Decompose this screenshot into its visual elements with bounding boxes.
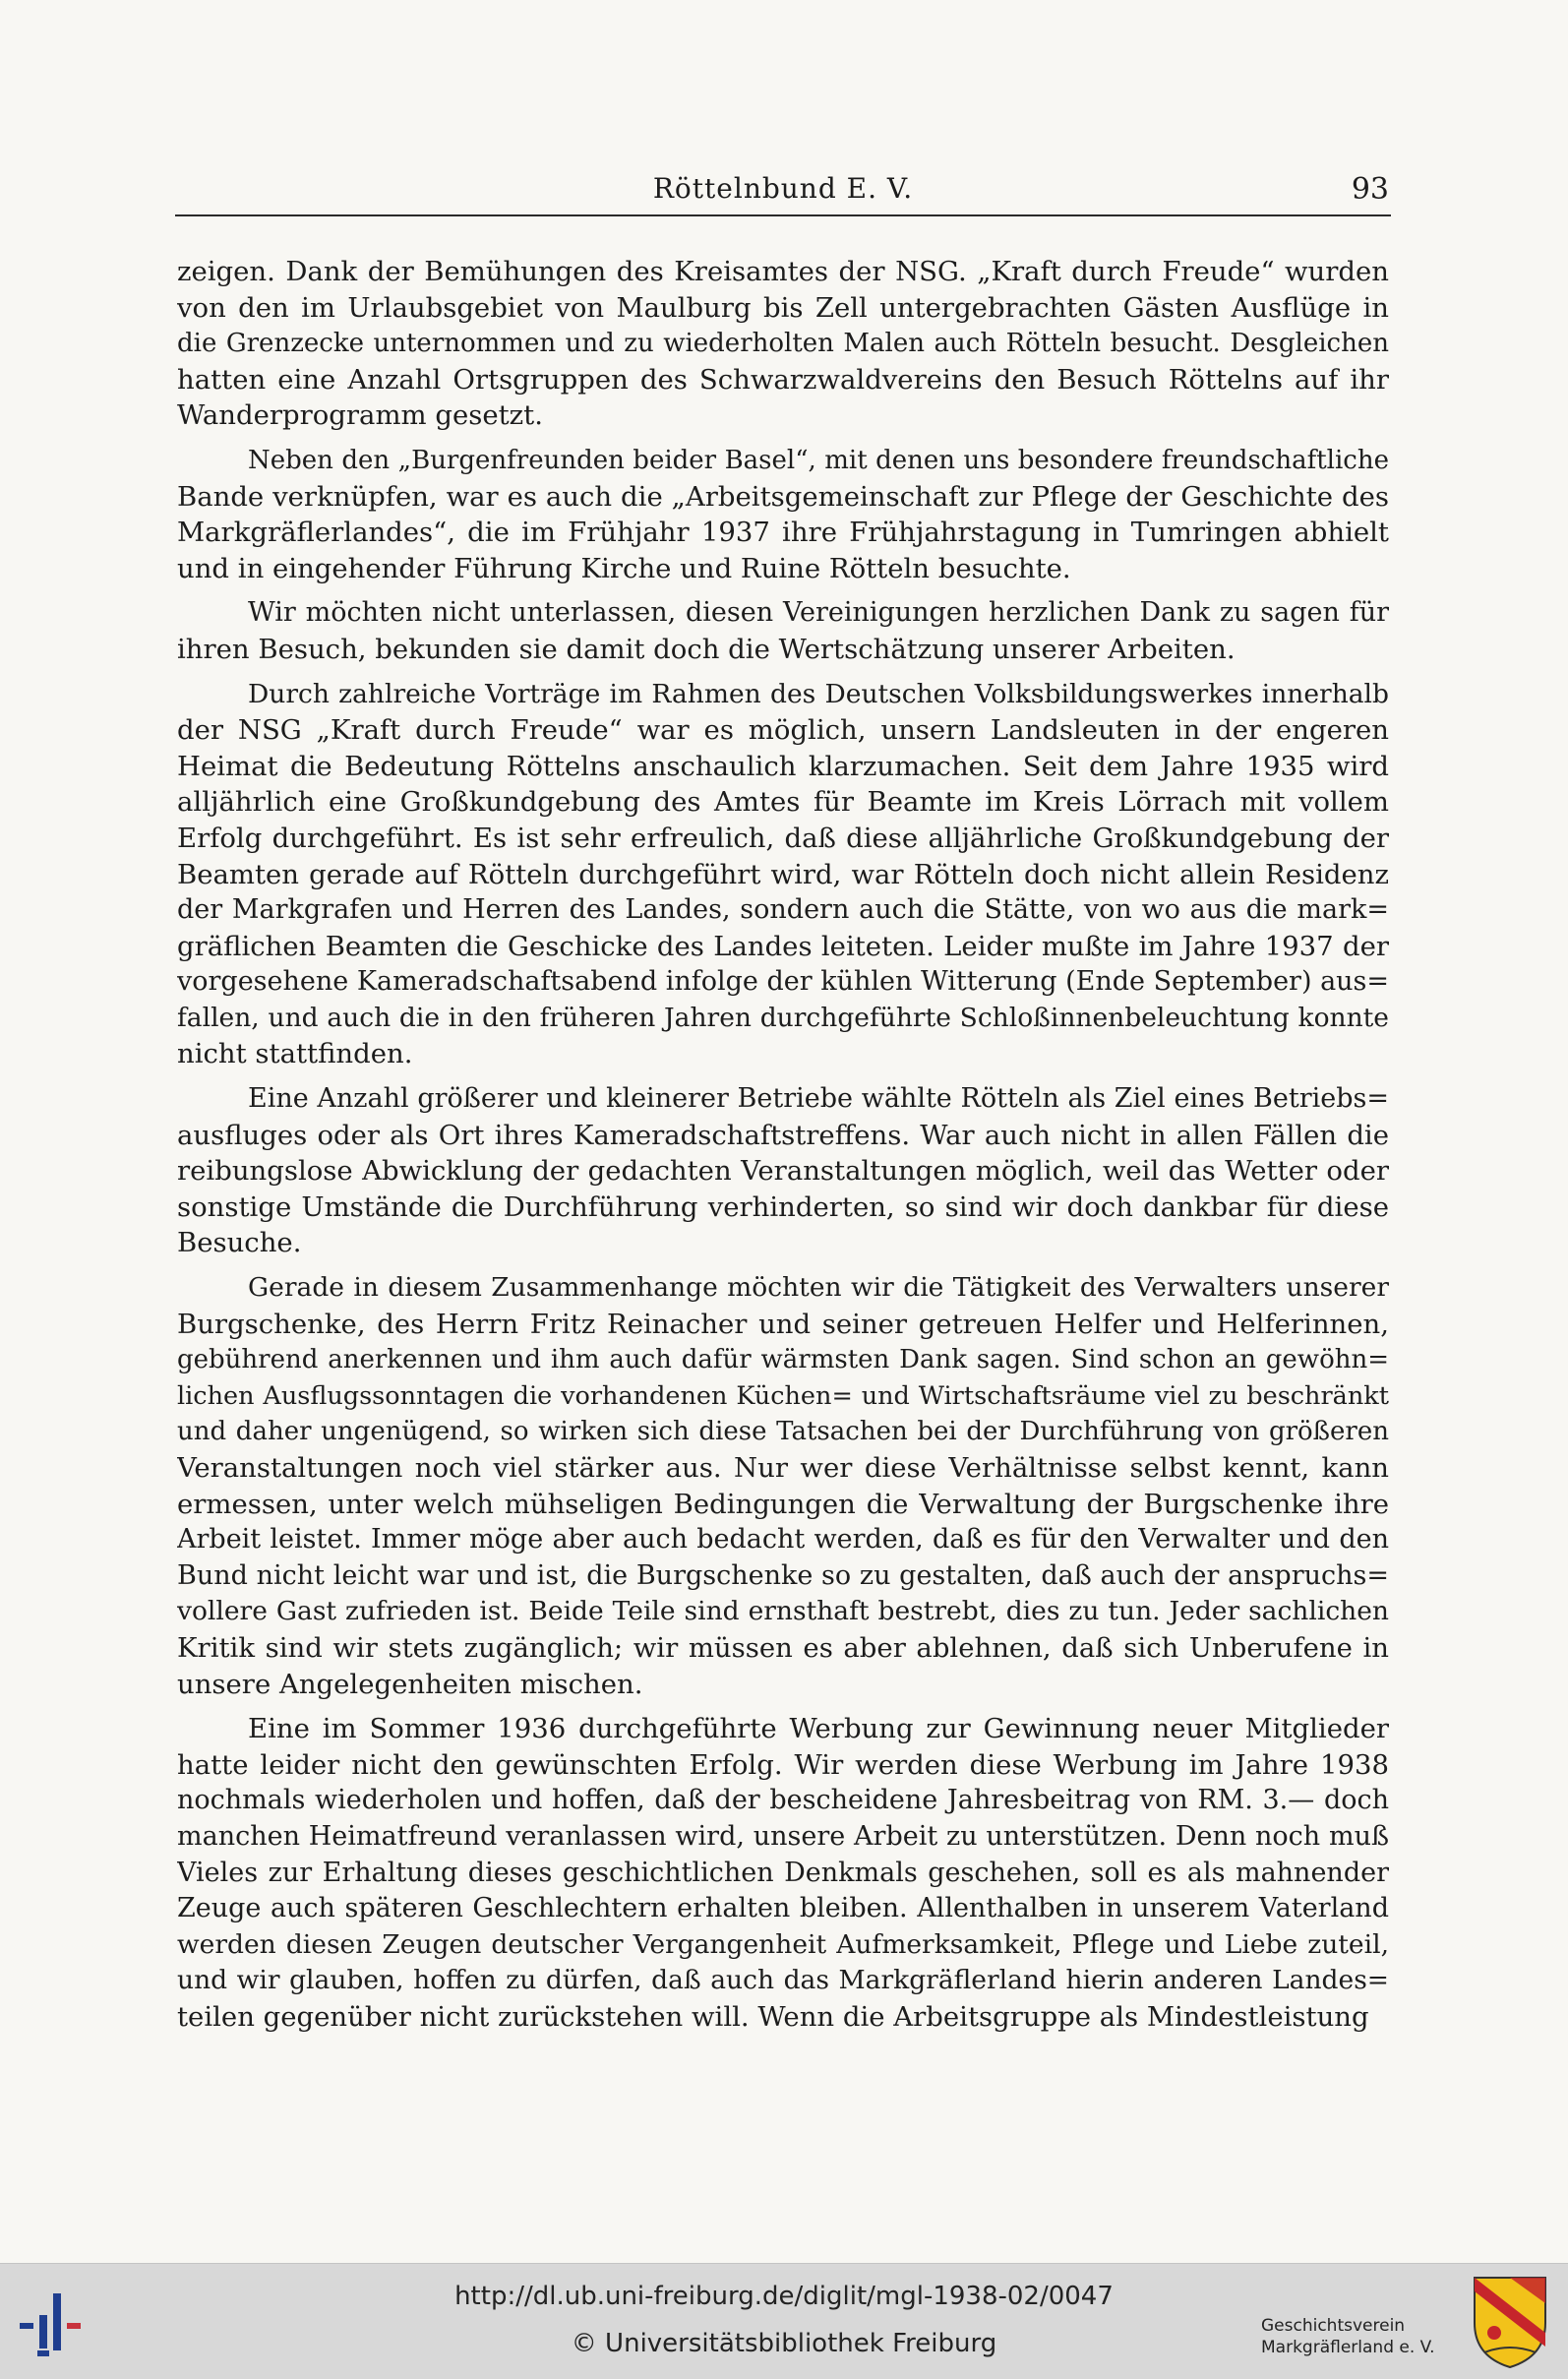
text-line: von den im Urlaubsgebiet von Maulburg bis Zell untergebrachten Gästen Ausflüge in (177, 291, 1389, 324)
text-line: Gerade in diesem Zusammenhange möchten wir die Tätigkeit des Verwalters unserer (248, 1272, 1389, 1304)
text-line: Wir möchten nicht unterlassen, diesen Vereinigungen herzlichen Dank zu sagen für (248, 597, 1389, 629)
paragraph (177, 254, 1389, 434)
text-line: Bande verknüpfen, war es auch die „Arbeitsgemeinschaft zur Pflege der Geschichte des (177, 480, 1389, 513)
text-line: und wir glauben, hoffen zu dürfen, daß auch das Markgräflerland hierin anderen Landes= (177, 1965, 1389, 1996)
text-line: alljährlich eine Großkundgebung des Amtes für Beamte im Kreis Lörrach mit vollem (177, 786, 1389, 819)
text-line: der NSG „Kraft durch Freude“ war es möglich, unsern Landsleuten in der engeren (177, 714, 1389, 747)
text-line: teilen gegenüber nicht zurückstehen will. Wenn die Arbeitsgruppe als Mindestleistung (177, 2000, 1369, 2033)
running-title: Röttelnbund E. V. (652, 172, 914, 205)
text-line: Eine Anzahl größerer und kleinerer Betriebe wählte Rötteln als Ziel eines Betriebs= (248, 1083, 1389, 1115)
text-line: gräflichen Beamten die Geschicke des Landes leiteten. Leider mußte im Jahre 1937 der (177, 930, 1389, 962)
text-line: Eine im Sommer 1936 durchgeführte Werbung zur Gewinnung neuer Mitglieder (248, 1713, 1389, 1745)
paragraph (177, 1270, 1389, 1702)
header-rule (175, 214, 1391, 216)
paragraph (177, 677, 1389, 1073)
text-line: nochmals wiederholen und hoffen, daß der bescheidene Jahresbeitrag von RM. 3.— doch (177, 1785, 1389, 1816)
text-line: hatte leider nicht den gewünschten Erfolg. Wir werden diese Werbung im Jahre 1938 (177, 1748, 1389, 1781)
text-line: Vieles zur Erhaltung dieses geschichtlichen Denkmals geschehen, soll es als mahnender (177, 1857, 1389, 1888)
society-name-line2: Markgräflerland e. V. (1261, 2338, 1435, 2357)
text-line: ihren Besuch, bekunden sie damit doch die Wertschätzung unserer Arbeiten. (177, 633, 1236, 665)
text-line: die Grenzecke unternommen und zu wiederholten Malen auch Rötteln besucht. Desgleichen (177, 329, 1389, 359)
text-line: Markgräflerlandes“, die im Frühjahr 1937 ihre Frühjahrstagung in Tumringen abhielt (177, 517, 1389, 549)
paragraph (177, 1711, 1389, 2035)
text-line: lichen Ausflugssonntagen die vorhandenen Küchen= und Wirtschaftsräume viel zu beschränkt (177, 1380, 1389, 1411)
text-line: unsere Angelegenheiten mischen. (177, 1668, 643, 1700)
text-line: Neben den „Burgenfreunden beider Basel“, mit denen uns besondere freundschaftliche (248, 445, 1389, 475)
text-line: der Markgrafen und Herren des Landes, sondern auch die Stätte, von wo aus die mark= (177, 894, 1389, 926)
text-line: Zeuge auch späteren Geschlechtern erhalten bleiben. Allenthalben in unserem Vaterland (177, 1893, 1389, 1924)
body-text (177, 254, 1389, 2044)
text-line: und daher ungenügend, so wirken sich diese Tatsachen bei der Durchführung von größeren (177, 1417, 1389, 1447)
text-line: gebührend anerkennen und ihm auch dafür wärmsten Dank sagen. Sind schon an gewöhn= (177, 1345, 1389, 1375)
text-line: werden diesen Zeugen deutscher Vergangenheit Aufmerksamkeit, Pflege und Liebe zuteil, (177, 1928, 1389, 1960)
text-line: Wanderprogramm gesetzt. (177, 399, 543, 432)
text-line: Heimat die Bedeutung Röttelns anschaulich klarzumachen. Seit dem Jahre 1935 wird (177, 750, 1389, 782)
text-line: manchen Heimatfreund veranlassen wird, unsere Arbeit zu unterstützen. Denn noch muß (177, 1820, 1389, 1852)
text-line: Beamten gerade auf Rötteln durchgeführt wird, war Rötteln doch nicht allein Residenz (177, 858, 1389, 890)
viewer-footer (0, 2263, 1568, 2379)
text-line: vollere Gast zufrieden ist. Beide Teile sind ernsthaft bestrebt, dies zu tun. Jeder sachlichen (177, 1596, 1389, 1627)
page-number: 93 (1351, 172, 1389, 207)
copyright-notice: © Universitätsbibliothek Freiburg (571, 2329, 997, 2358)
coat-of-arms-icon[interactable] (1471, 2274, 1549, 2370)
text-line: und in eingehender Führung Kirche und Ruine Rötteln besuchte. (177, 552, 1071, 584)
society-name-line1: Geschichtsverein (1261, 2316, 1406, 2336)
text-line: Durch zahlreiche Vorträge im Rahmen des Deutschen Volksbildungswerkes innerhalb (248, 678, 1389, 709)
text-line: zeigen. Dank der Bemühungen des Kreisamtes der NSG. „Kraft durch Freude“ wurden (177, 256, 1389, 287)
text-line: reibungslose Abwicklung der gedachten Veranstaltungen möglich, weil das Wetter oder (177, 1155, 1389, 1188)
text-line: Veranstaltungen noch viel stärker aus. Nur wer diese Verhältnisse selbst kennt, kann (177, 1452, 1389, 1484)
text-line: hatten eine Anzahl Ortsgruppen des Schwarzwaldvereins den Besuch Röttelns auf ihr (177, 363, 1389, 396)
text-line: vorgesehene Kameradschaftsabend infolge der kühlen Witterung (Ende September) aus= (177, 966, 1389, 998)
society-name (1261, 2315, 1458, 2358)
text-line: sonstige Umstände die Durchführung verhinderten, so sind wir doch dankbar für diese (177, 1190, 1389, 1223)
text-line: Arbeit leistet. Immer möge aber auch bedacht werden, daß es für den Verwalter und den (177, 1524, 1389, 1556)
text-line: Besuche. (177, 1227, 302, 1259)
paragraph (177, 443, 1389, 586)
paragraph (177, 595, 1389, 667)
text-line: ermessen, unter welch mühseligen Bedingungen die Verwaltung der Burgschenke ihre (177, 1488, 1389, 1520)
running-head (177, 172, 1389, 212)
permalink-url[interactable]: http://dl.ub.uni-freiburg.de/diglit/mgl-1938-02/0047 (454, 2282, 1114, 2311)
text-line: Bund nicht leicht war und ist, die Burgschenke so zu gestalten, daß auch der anspruchs= (177, 1559, 1389, 1591)
text-line: Erfolg durchgeführt. Es ist sehr erfreulich, daß diese alljährliche Großkundgebung der (177, 822, 1389, 854)
text-line: nicht stattfinden. (177, 1038, 413, 1070)
text-line: fallen, und auch die in den früheren Jahren durchgeführte Schloßinnenbeleuchtung konnte (177, 1002, 1389, 1033)
paragraph (177, 1081, 1389, 1261)
text-line: Burgschenke, des Herrn Fritz Reinacher und seiner getreuen Helfer und Helferinnen, (177, 1308, 1389, 1340)
text-line: ausfluges oder als Ort ihres Kameradschaftstreffens. War auch nicht in allen Fällen die (177, 1119, 1389, 1151)
text-line: Kritik sind wir stets zugänglich; wir müssen es aber ablehnen, daß sich Unberufene in (177, 1631, 1389, 1664)
